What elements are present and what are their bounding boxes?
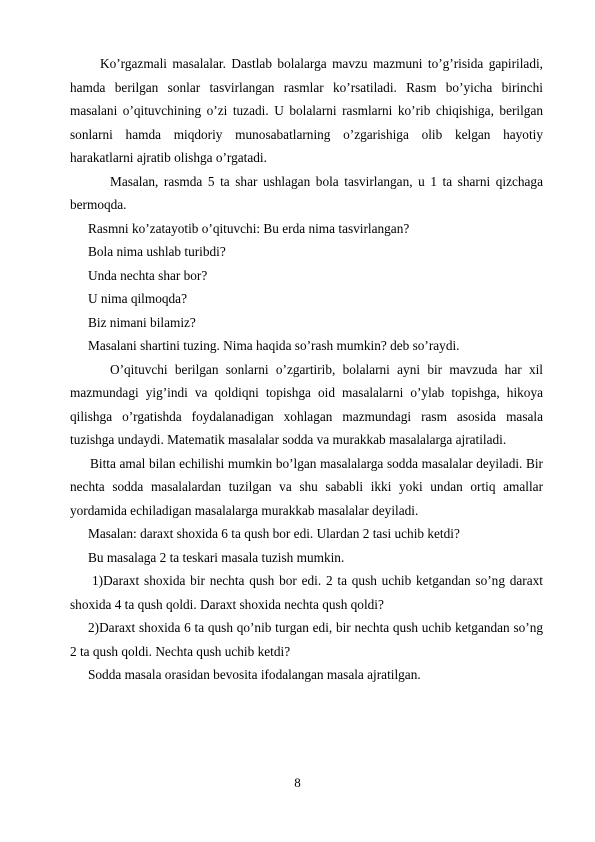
paragraph-simple-complex: Bitta amal bilan echilishi mumkin bo’lgan masalalarga sodda masalalar deyiladi. Bir nechta sodda masalalardan tuzilgan va shu sababli ikki yoki undan ortiq amallar yordamida echiladigan masalalarga murakkab masalalar deyiladi. — [70, 455, 543, 518]
question-line-4: U nima qilmoqda? — [88, 291, 187, 306]
paragraph-example-balloons: Masalan, rasmda 5 ta shar ushlagan bola tasvirlangan, u 1 ta sharni qizchaga bermoqda. — [70, 173, 543, 212]
page-body — [70, 52, 543, 687]
inverse-problems-note: Bu masalaga 2 ta teskari masala tuzish mumkin. — [88, 549, 345, 565]
inverse-problem-1: 1)Daraxt shoxida bir nechta qush bor edi. 2 ta qush uchib ketgandan so’ng daraxt shoxida 4 ta qush qoldi. Daraxt shoxida nechta qush qoldi? — [70, 573, 543, 612]
inverse-problem-2: 2)Daraxt shoxida 6 ta qush qo’nib turgan edi, bir nechta qush uchib ketgandan so’ng 2 ta qush qoldi. Nechta qush uchib ketdi? — [70, 620, 543, 659]
closing-line: Sodda masala orasidan bevosita ifodalangan masala ajratilgan. — [88, 667, 421, 682]
page-number: 8 — [294, 775, 301, 790]
example-birds: Masalan: daraxt shoxida 6 ta qush bor edi. Ulardan 2 tasi uchib ketdi? — [88, 526, 460, 541]
paragraph-visual-problems: Ko’rgazmali masalalar. Dastlab bolalarga mavzu mazmuni to’g’risida gapiriladi, hamda berilgan sonlar tasvirlangan rasmlar ko’rsatiladi. Rasm bo’yicha birinchi masalani o’qituvchining o’zi tuzadi. U bolalarni rasmlarni ko’rib chiqishiga, berilgan sonlarni hamda miqdoriy munosabatlarning o’zgarishiga olib kelgan hayotiy harakatlarni ajratib olishga o’rgatadi. — [70, 56, 543, 165]
paragraph-teacher-method: O’qituvchi berilgan sonlarni o’zgartirib, bolalarni ayni bir mavzuda har xil mazmundagi yig’indi va qoldiqni topishga oid masalalarni o’ylab topishga, hikoya qilishga o’rgatishda foydalanadigan xohlagan mazmundagi rasm asosida masala tuzishga undaydi. Matematik masalalar sodda va murakkab masalalarga ajratiladi. — [70, 361, 543, 447]
question-line-3: Unda nechta shar bor? — [88, 267, 208, 283]
question-line-6: Masalani shartini tuzing. Nima haqida so’rash mumkin? deb so’raydi. — [88, 338, 460, 353]
question-line-2: Bola nima ushlab turibdi? — [88, 244, 226, 259]
question-line-1: Rasmni ko’zatayotib o’qituvchi: Bu erda nima tasvirlangan? — [88, 220, 410, 236]
question-line-5: Biz nimani bilamiz? — [88, 314, 196, 330]
